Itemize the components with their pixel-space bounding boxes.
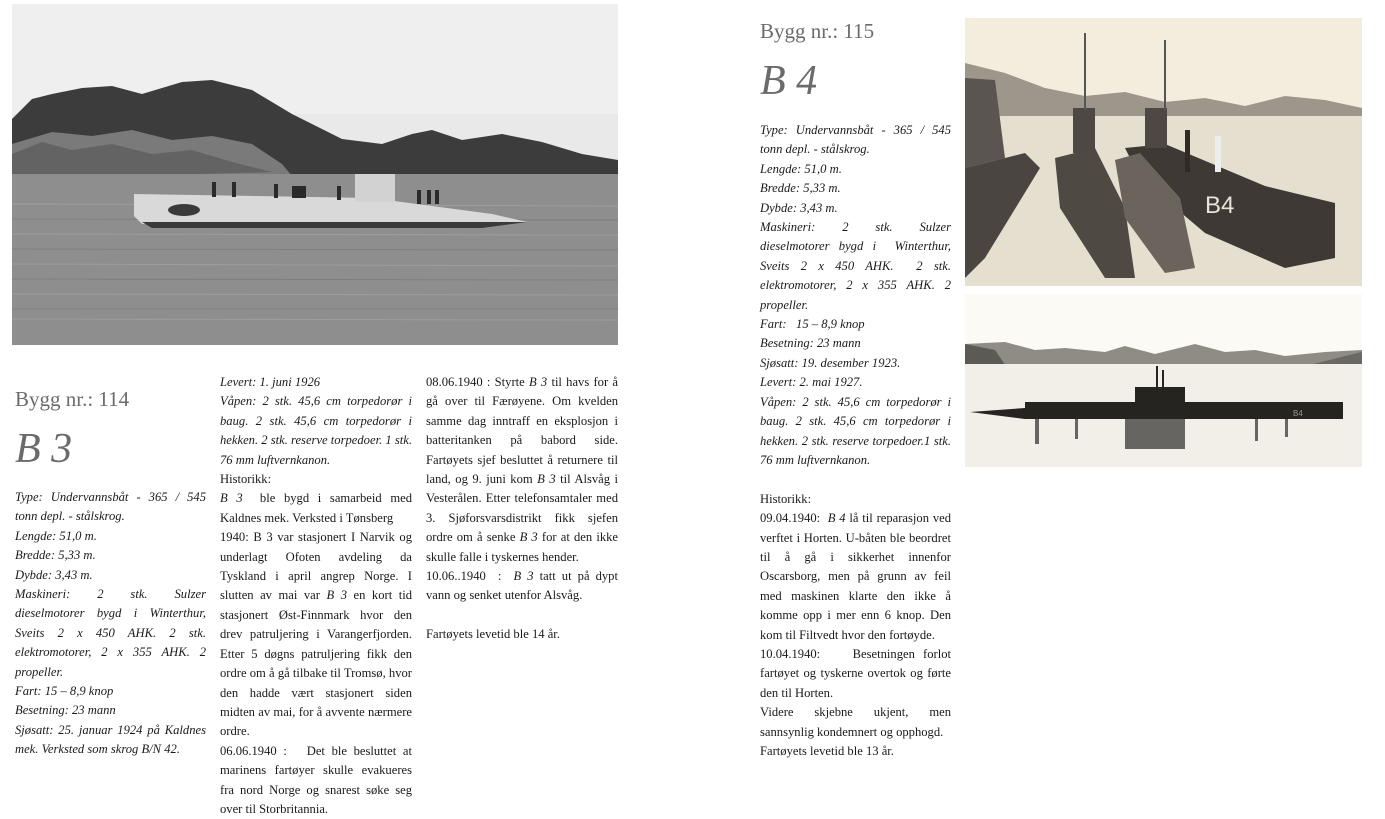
b4-lifetime: Fartøyets levetid ble 13 år. [760,743,894,758]
b3-history-p3: 06.06.1940 : Det ble besluttet at marinens fartøyer skulle evakueres fra nord Norge og snarest søke seg over til Storbritannia. [220,743,416,816]
b3-spec-weapons: Våpen: 2 stk. 45,6 cm torpedorør i baug. 2 stk. 45,6 cm torpedorør i hekken. 2 stk. reserve torpedoer. 1 stk. 76 mm luftvernkanon. [220,394,412,467]
b4-spec-speed: Fart: 15 – 8,9 knop [760,317,865,332]
b3-spec-launched: Sjøsatt: 25. januar 1924 på Kaldnes mek. Verksted som skrog B/N 42. [15,722,206,757]
b3-build-number: Bygg nr.: 114 [15,387,130,411]
b4-history-p1-text-b: lå til reparasjon ved verftet i Horten. U-båten ble beordret til å gå i sikkerhet innenfor Oscarsborg, men på grunn av feil med maskinen klarte den ikke å komme opp i mer enn 6 knop. Den kom til Filtvedt hvor den fortøyde. [760,511,952,642]
b3-spec-delivered: Levert: 1. juni 1926 [220,375,321,389]
b3-history-p4-text-c: til Alsvåg i Vesterålen. Etter telefonsamtaler med 3. Sjøforsvarsdistrikt fikk sjefen ordre om å senke [426,472,618,545]
b4-spec-machinery: Maskineri: 2 stk. Sulzer dieselmotorer bygd i Winterthur, Sveits 2 x 450 AHK. 2 stk. elektromotorer, 2 x 355 AHK. 2 propeller. [760,220,955,312]
b4-history-p3: Videre skjebne ukjent, men sannsynlig kondemnert og opphogd. [760,705,951,739]
b3-spec-depth: Dybde: 3,43 m. [15,567,93,582]
b4-history-label: Historikk: [760,491,812,506]
b4-hull-marking: B4 [1205,192,1235,219]
b3-name-ref: B 3 [326,588,347,603]
b3-history-p4-text-d: for at den ikke skulle falle i tyskernes hender. [426,530,619,564]
b3-history-p4-text-a: 08.06.1940 : Styrte [426,375,529,389]
b3-spec-machinery: Maskineri: 2 stk. Sulzer dieselmotorer bygd i Winterthur, Sveits 2 x 450 AHK. 2 stk. elektromotorer, 2 x 355 AHK. 2 propeller. [15,587,206,679]
b3-history-p2-text-b: en kort tid stasjonert Øst-Finnmark hvor den drev patruljering i Varangerfjorden. Etter 5 døgns patruljering fikk den ordre om å gå tilbake til Tromsø, hvor den hadde vært stasjonert siden midten av mai, for å avvente nærmere ordre. [220,588,413,739]
b3-column-2 [220,373,416,819]
b3-history-p5 [426,567,618,606]
b4-spec-launched: Sjøsatt: 19. desember 1923. [760,355,901,370]
b3-history-p2-text-a: 1940: B 3 var stasjonert I Narvik og underlagt Ofoten avdeling da Tyskland i april angrep Norge. I slutten av mai var [220,530,412,603]
b3-history-p1 [220,489,416,528]
b4-build-number: Bygg nr.: 115 [760,19,875,43]
b4-harbor-photo [965,18,1362,286]
b3-name-ref: B 3 [528,375,548,389]
b4-column [760,121,955,761]
b3-specs-column-1 [15,488,206,760]
b4-spec-weapons: Våpen: 2 stk. 45,6 cm torpedorør i baug. 2 stk. 45,6 cm torpedorør i hekken. 2 stk. reserve torpedoer.1 stk. 76 mm luftvernkanon. [760,394,951,467]
b3-name-ref: B 3 [220,491,243,506]
b3-spec-crew: Besetning: 23 mann [15,703,116,718]
b3-spec-length: Lengde: 51,0 m. [15,528,97,543]
b4-name-ref: B 4 [827,511,846,526]
b4-history-p1 [760,509,951,645]
b4-spec-length: Lengde: 51,0 m. [760,161,842,176]
b4-history-p2: 10.04.1940: Besetningen forlot fartøyet og tyskerne overtok og førte den til Horten. [760,646,955,700]
b4-spec-depth: Dybde: 3,43 m. [760,200,838,215]
b3-name-ref: B 3 [537,472,556,487]
b3-lifetime: Fartøyets levetid ble 14 år. [426,627,560,642]
b4-spec-width: Bredde: 5,33 m. [760,181,841,196]
b3-column-3-text [426,373,618,645]
b3-submarine-photo [12,4,618,345]
b3-spec-speed: Fart: 15 – 8,9 knop [15,684,114,699]
b4-boat-name: B 4 [760,58,818,104]
b3-history-p5-text-a: 10.06..1940 : [426,569,514,584]
b4-spec-type: Type: Undervannsbåt - 365 / 545 tonn depl. - stålskrog. [760,123,951,157]
b4-hull-marking-silhouette: B4 [1293,409,1303,418]
b3-history-p5-text-b: tatt ut på dypt vann og senket utenfor Alsvåg. [426,569,618,603]
b3-name-ref: B 3 [519,530,538,545]
b3-name-ref: B 3 [513,569,534,584]
b3-history-p2 [220,528,412,741]
b3-boat-name: B 3 [15,426,73,472]
b3-history-p4 [426,373,618,567]
b4-spec-delivered: Levert: 2. mai 1927. [760,375,863,390]
b3-history-label: Historikk: [220,472,272,487]
b3-spec-type: Type: Undervannsbåt - 365 / 545 tonn depl. - stålskrog. [15,490,206,524]
b3-history-p1-text: ble bygd i samarbeid med Kaldnes mek. Verksted i Tønsberg [220,491,416,525]
b4-spec-crew: Besetning: 23 mann [760,336,861,351]
b3-spec-width: Bredde: 5,33 m. [15,548,96,563]
b4-silhouette-photo [965,294,1362,467]
b4-history-p1-text-a: 09.04.1940: [760,511,828,526]
b3-history-p4-text-b: til havs for å gå over til Færøyene. Om kvelden samme dag inntraff en eksplosjon i batteritanken på babord side. Fartøyets sjef besluttet å returnere til land, og 9. juni kom [426,375,619,487]
